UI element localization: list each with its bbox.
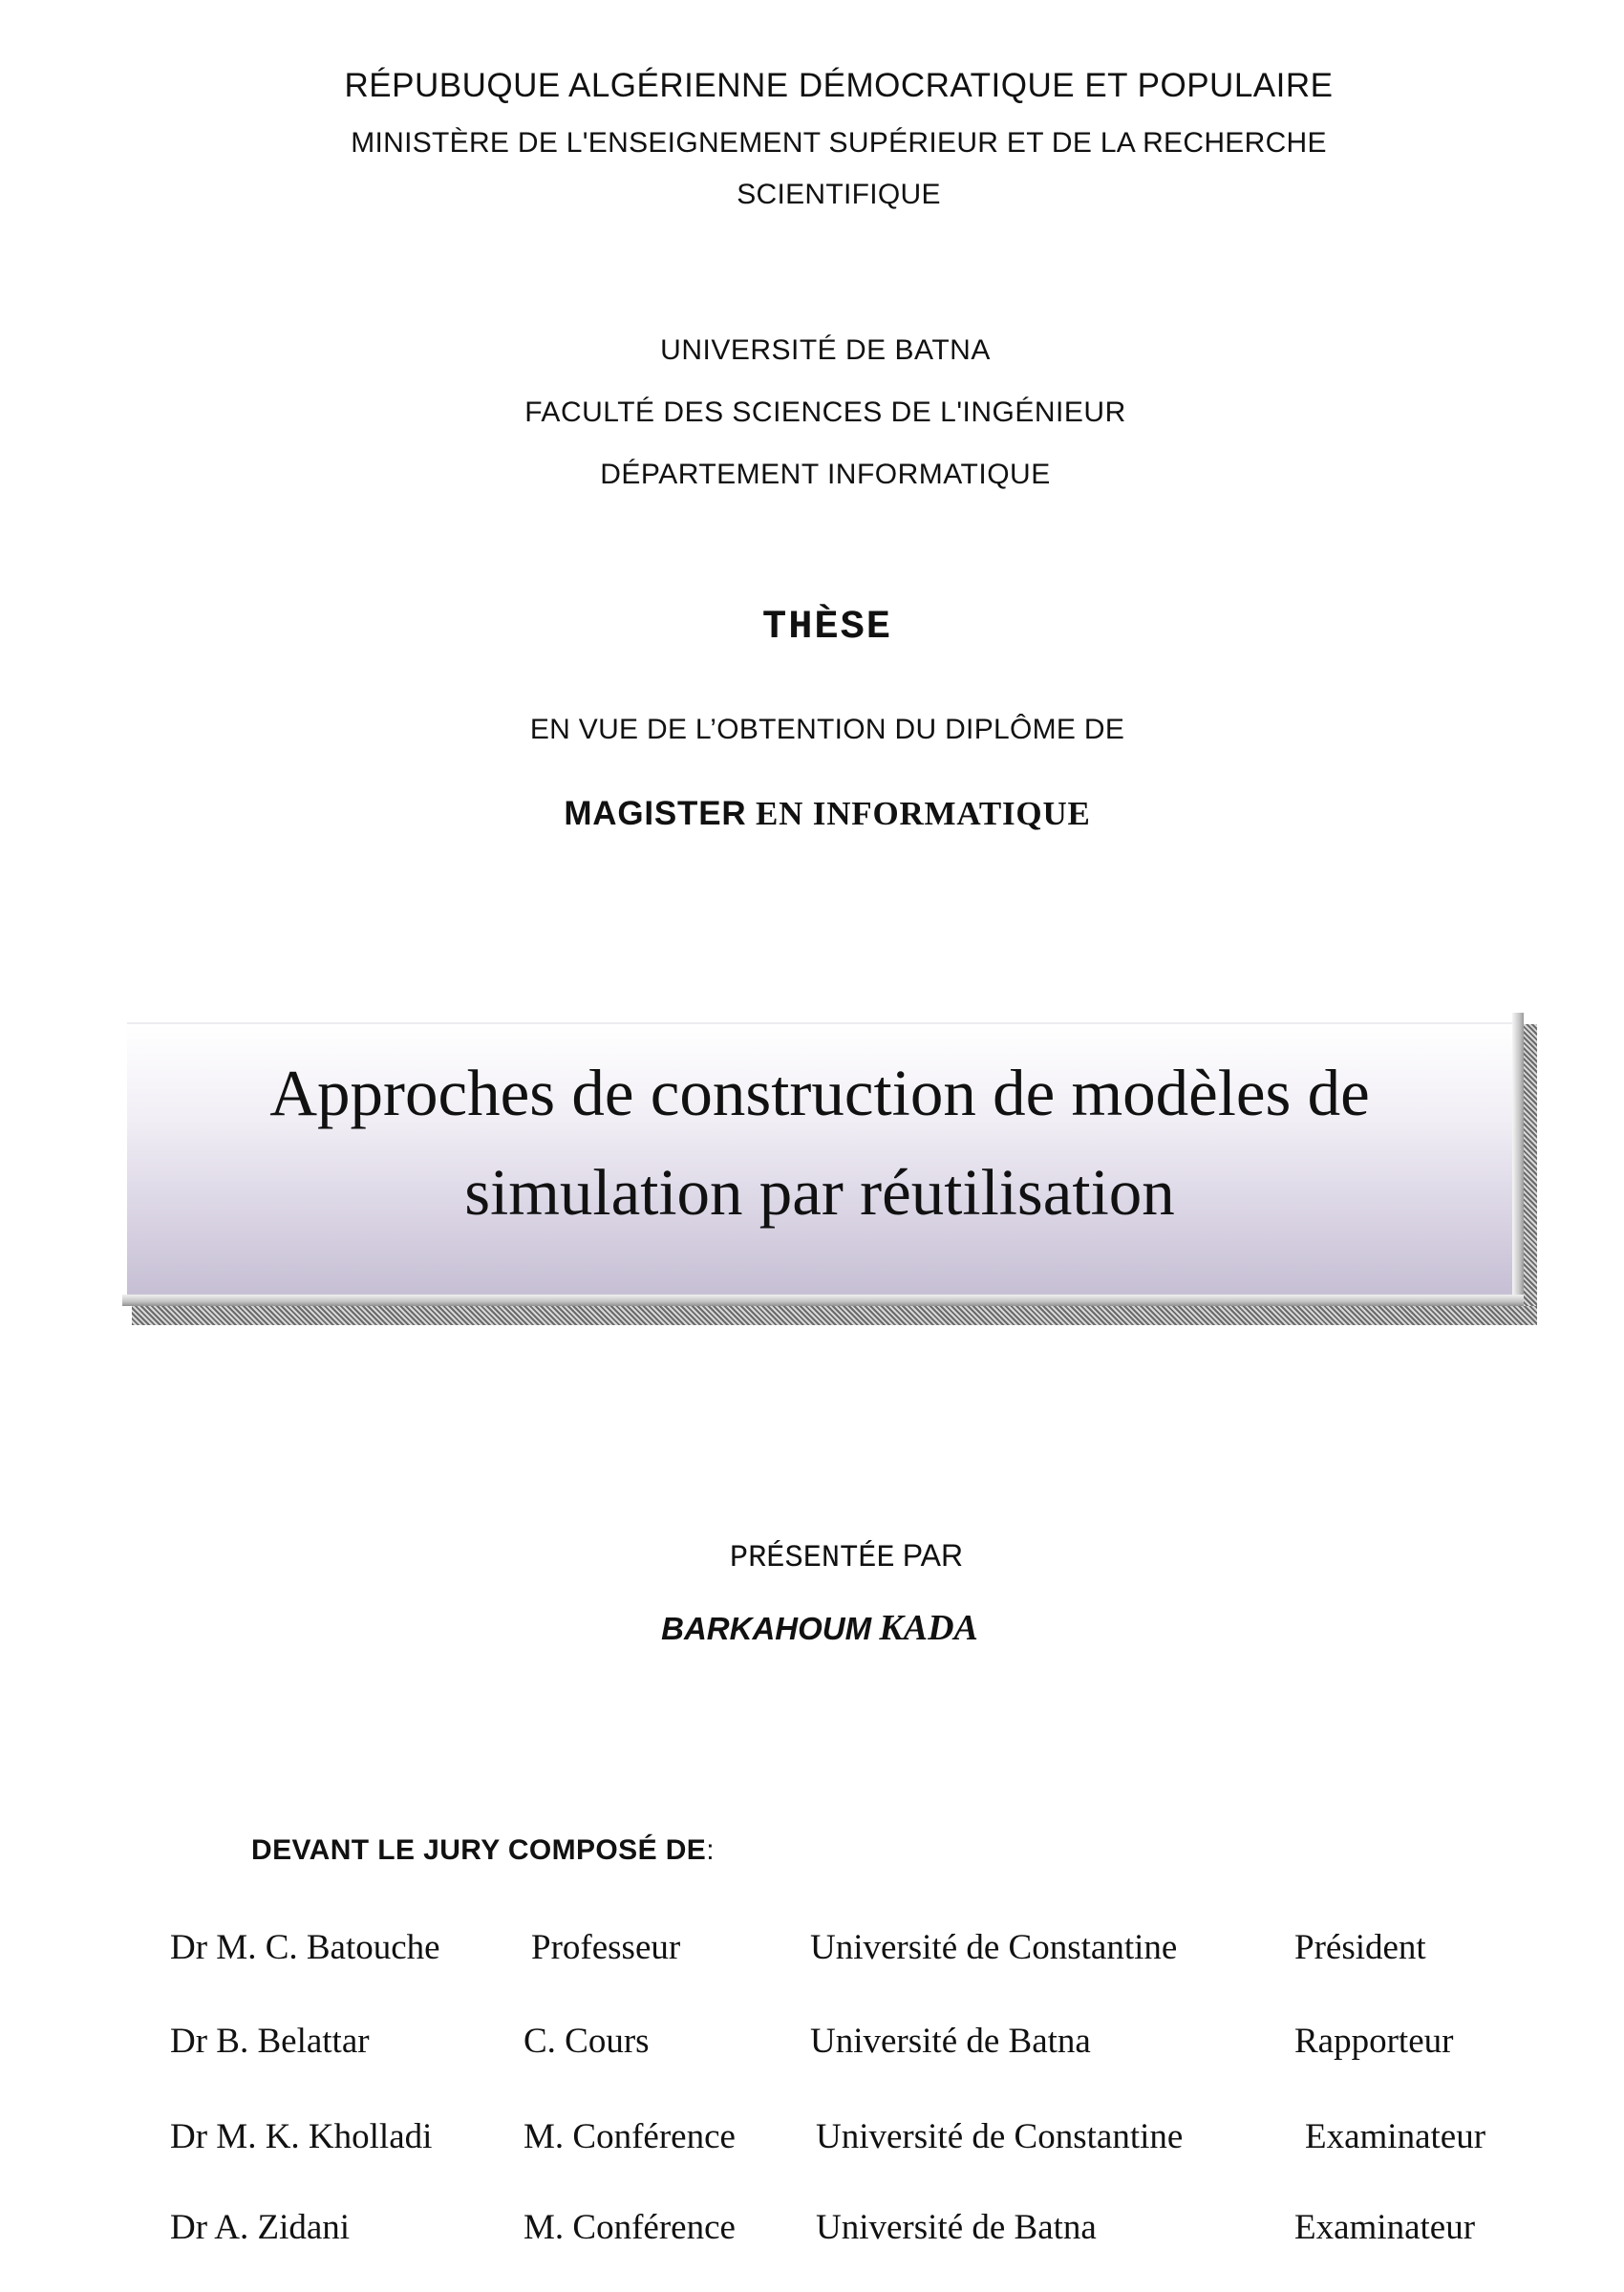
department-name: DÉPARTEMENT INFORMATIQUE [600, 459, 1051, 490]
jury-member-name: Dr A. Zidani [170, 2208, 351, 2247]
diploma-name [15, 795, 1624, 833]
jury-member-role: Président [1294, 1928, 1426, 1967]
jury-member-rank: M. Conférence [524, 2117, 736, 2156]
jury-member-rank: Professeur [531, 1928, 681, 1967]
jury-member-row [0, 2116, 1624, 2174]
jury-member-name: Dr M. C. Batouche [170, 1928, 440, 1967]
thesis-type: THÈSE [761, 604, 893, 650]
author-first-name: BARKAHOUM [661, 1611, 872, 1646]
jury-member-role: Rapporteur [1294, 2022, 1454, 2061]
republic-name: RÉPUBUQUE ALGÉRIENNE DÉMOCRATIQUE ET POPULAIRE [344, 67, 1334, 104]
jury-member-institution: Université de Constantine [816, 2117, 1184, 2156]
jury-member-rank: M. Conférence [524, 2208, 736, 2247]
thesis-title [127, 1043, 1512, 1242]
title-box-shadow [132, 1306, 1537, 1325]
thesis-title-line2: simulation par réutilisation [464, 1156, 1175, 1229]
jury-heading-colon: : [706, 1834, 715, 1866]
jury-member-row [0, 1927, 1624, 1984]
jury-member-row [0, 2021, 1624, 2078]
jury-member-name: Dr B. Belattar [170, 2022, 370, 2061]
ministry-name-line2: SCIENTIFIQUE [737, 179, 941, 210]
author-last-name: KADA [879, 1608, 978, 1648]
faculty-name: FACULTÉ DES SCIENCES DE L'INGÉNIEUR [524, 396, 1126, 428]
jury-member-name: Dr M. K. Kholladi [170, 2117, 433, 2156]
title-box-bevel [1512, 1013, 1524, 1304]
presented-label-part2: PAR [902, 1538, 964, 1573]
jury-member-institution: Université de Batna [810, 2022, 1091, 2061]
jury-member-row [0, 2207, 1624, 2264]
presented-by-label [34, 1538, 1624, 1575]
university-name: UNIVERSITÉ DE BATNA [660, 334, 991, 366]
diploma-name-part2: EN INFORMATIQUE [756, 795, 1091, 832]
title-box-bevel [122, 1295, 1524, 1306]
ministry-name-line1: MINISTÈRE DE L'ENSEIGNEMENT SUPÉRIEUR ET DE LA RECHERCHE [351, 127, 1327, 159]
title-box-shadow [1524, 1024, 1537, 1325]
jury-member-institution: Université de Batna [816, 2208, 1097, 2247]
thesis-purpose: EN VUE DE L’OBTENTION DU DIPLÔME DE [529, 714, 1125, 745]
jury-member-role: Examinateur [1305, 2117, 1486, 2156]
thesis-title-line1: Approches de construction de modèles de [269, 1057, 1370, 1129]
jury-member-role: Examinateur [1294, 2208, 1476, 2247]
jury-heading [251, 1834, 715, 1867]
jury-member-rank: C. Cours [524, 2022, 650, 2061]
jury-member-institution: Université de Constantine [810, 1928, 1178, 1967]
author-name [8, 1607, 1624, 1649]
presented-label-part1: PRÉSENTÉE [729, 1540, 895, 1575]
diploma-name-part1: MAGISTER [564, 795, 747, 832]
jury-heading-text: DEVANT LE JURY COMPOSÉ DE [251, 1834, 707, 1866]
